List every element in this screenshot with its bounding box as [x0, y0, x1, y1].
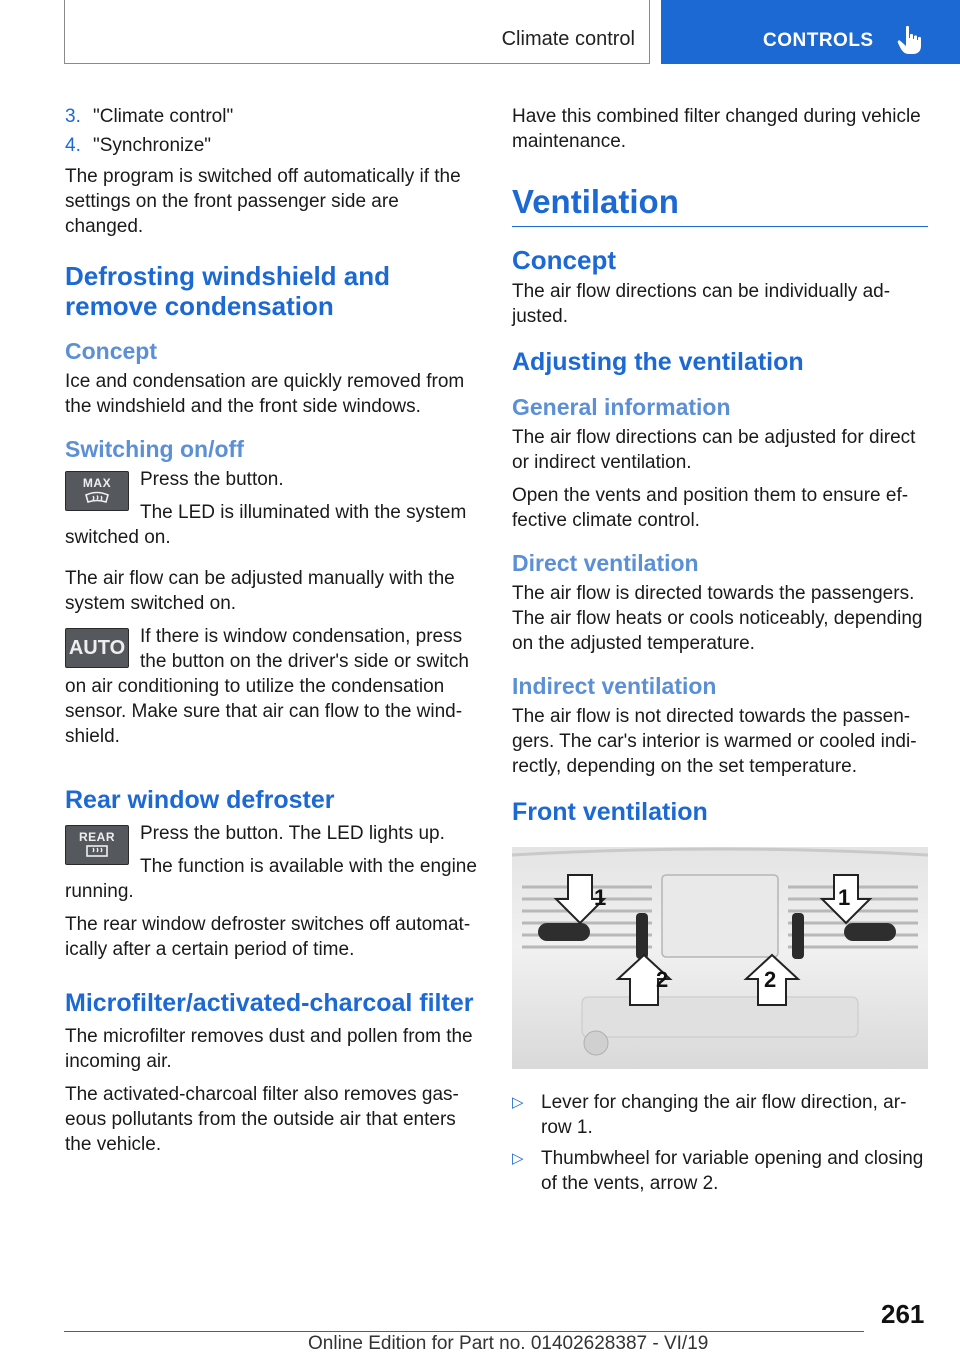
header-chapter-label: CONTROLS	[763, 30, 874, 51]
numbered-list	[65, 104, 479, 158]
header-chapter-tab	[661, 0, 960, 64]
figure-label-1-left: 1	[594, 885, 607, 910]
heading-general-information: General information	[512, 394, 731, 420]
paragraph-microfilter: The microfilter removes dust and pollen from the incoming air.	[65, 1026, 473, 1072]
triangle-bullet-icon: ▷	[512, 1094, 524, 1111]
heading-adjusting-ventilation: Adjusting the ventilation	[512, 348, 804, 376]
triangle-bullet-icon: ▷	[512, 1150, 524, 1167]
paragraph-auto-condensation: If there is window condensation, press the button on the driver's side or switch on air conditioning to utilize the condensation sensor. Make sure that air can flow to the wind- shield.	[65, 626, 469, 747]
rear-defrost-button-image	[65, 825, 129, 865]
list-item	[65, 133, 479, 158]
heading-ventilation: Ventilation	[512, 182, 928, 227]
list-item	[512, 1090, 928, 1140]
list-item	[512, 1146, 928, 1196]
header-section-title: Climate control	[501, 28, 635, 50]
heading-concept: Concept	[512, 245, 616, 275]
heading-defrosting: Defrosting windshield and remove condensation	[65, 261, 391, 321]
bullet-text: Lever for changing the air flow direction, ar- row 1.	[541, 1092, 907, 1138]
auto-label: AUTO	[68, 637, 126, 659]
heading-concept: Concept	[65, 338, 157, 364]
paragraph-program-off: The program is switched off automatically if the settings on the front passenger side are changed.	[65, 166, 461, 237]
heading-direct-ventilation: Direct ventilation	[512, 550, 699, 576]
right-column	[512, 104, 928, 1202]
paragraph-airflow-manual: The air flow can be adjusted manually with the system switched on.	[65, 568, 455, 614]
bullet-text: Thumbwheel for variable opening and closing of the vents, arrow 2.	[541, 1148, 924, 1194]
paragraph-combined-filter: Have this combined filter changed during vehicle maintenance.	[512, 106, 921, 152]
list-item	[65, 104, 479, 129]
left-column	[65, 104, 479, 1165]
front-vents-figure	[512, 847, 928, 1069]
rear-label: REAR	[78, 830, 115, 844]
paragraph-general-1: The air flow directions can be adjusted for direct or indirect ventilation.	[512, 427, 916, 473]
figure-label-2-left: 2	[656, 967, 669, 992]
paragraph-charcoal-filter: The activated-charcoal filter also removes gas- eous pollutants from the outside air that enters the vehicle.	[65, 1084, 459, 1155]
footer-edition: Online Edition for Part no. 01402628387 - VI/19	[308, 1333, 709, 1354]
paragraph-rear-auto-off: The rear window defroster switches off automat- ically after a certain period of time.	[65, 914, 471, 960]
auto-button-image	[65, 628, 129, 668]
windshield-defrost-icon	[84, 489, 110, 505]
max-defrost-button-image	[65, 471, 129, 511]
heading-front-ventilation: Front ventilation	[512, 798, 708, 826]
figure-label-1-right: 1	[838, 885, 851, 910]
figure-label-2-right: 2	[764, 967, 777, 992]
heading-switching: Switching on/off	[65, 436, 244, 462]
max-label: MAX	[82, 476, 112, 490]
paragraph-direct: The air flow is directed towards the passengers. The air flow heats or cools noticeably, depending on the adjusted temperature.	[512, 583, 923, 654]
paragraph-rear-engine: The function is available with the engine running.	[65, 856, 477, 902]
paragraph-indirect: The air flow is not directed towards the passen- gers. The car's interior is warmed or cooled indi- rectly, depending on the set temperature.	[512, 706, 917, 777]
paragraph-led-on: The LED is illuminated with the system switched on.	[65, 502, 467, 548]
list-text: "Synchronize"	[93, 135, 212, 156]
bullet-list	[512, 1090, 928, 1196]
heading-indirect-ventilation: Indirect ventilation	[512, 673, 717, 699]
rear-defrost-icon	[84, 843, 110, 859]
heading-microfilter: Microfilter/activated-charcoal filter	[65, 989, 474, 1017]
header-section-box	[64, 0, 650, 64]
page-number: 261	[881, 1299, 925, 1329]
list-number: 3.	[65, 106, 81, 127]
paragraph-press-button: Press the button.	[140, 469, 284, 490]
list-number: 4.	[65, 135, 81, 156]
footer-divider	[64, 1331, 864, 1332]
hand-pointer-icon	[897, 25, 923, 55]
paragraph-rear-press: Press the button. The LED lights up.	[140, 823, 445, 844]
list-text: "Climate control"	[93, 106, 234, 127]
paragraph-concept: The air flow directions can be individually ad- justed.	[512, 281, 891, 327]
paragraph-concept: Ice and condensation are quickly removed from the windshield and the front side windows.	[65, 371, 465, 417]
paragraph-general-2: Open the vents and position them to ensure ef- fective climate control.	[512, 485, 909, 531]
heading-rear-defroster: Rear window defroster	[65, 786, 335, 814]
